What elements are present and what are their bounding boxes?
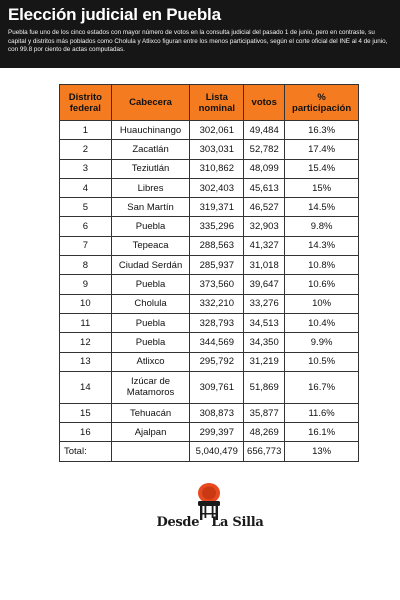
table-row [60, 423, 359, 442]
desde-la-silla-logo [148, 482, 272, 540]
header-banner [0, 0, 400, 68]
cell-cabecera: Zacatlán [111, 140, 190, 159]
cell-votos: 51,869 [244, 371, 285, 403]
total-label: Total: [60, 442, 112, 461]
cell-lista: 332,210 [190, 294, 244, 313]
cell-cabecera: Puebla [111, 217, 190, 236]
cell-cabecera: Puebla [111, 333, 190, 352]
cell-participacion: 10.5% [285, 352, 359, 371]
table-row [60, 313, 359, 332]
cell-votos: 39,647 [244, 275, 285, 294]
table-row [60, 294, 359, 313]
cell-votos: 34,350 [244, 333, 285, 352]
cell-lista: 302,061 [190, 121, 244, 140]
cell-distrito: 1 [60, 121, 112, 140]
cell-lista: 373,560 [190, 275, 244, 294]
page-title: Elección judicial en Puebla [8, 5, 221, 24]
table-row [60, 217, 359, 236]
logo-word-desde: Desde [156, 515, 200, 530]
table-row [60, 159, 359, 178]
cell-cabecera: Atlixco [111, 352, 190, 371]
results-table [59, 84, 359, 462]
header-distrito: Distrito federal [60, 85, 112, 121]
cell-cabecera: Cholula [111, 294, 190, 313]
table-header-row [60, 85, 359, 121]
cell-votos: 49,484 [244, 121, 285, 140]
cell-participacion: 9.9% [285, 333, 359, 352]
cell-distrito: 4 [60, 178, 112, 197]
total-cabecera [111, 442, 190, 461]
cell-lista: 328,793 [190, 313, 244, 332]
total-lista: 5,040,479 [190, 442, 244, 461]
cell-lista: 295,792 [190, 352, 244, 371]
cell-lista: 299,397 [190, 423, 244, 442]
cell-cabecera: Izúcar de Matamoros [111, 371, 190, 403]
cell-cabecera: Ciudad Serdán [111, 256, 190, 275]
cell-lista: 335,296 [190, 217, 244, 236]
cell-distrito: 16 [60, 423, 112, 442]
cell-participacion: 16.3% [285, 121, 359, 140]
cell-distrito: 10 [60, 294, 112, 313]
cell-participacion: 14.3% [285, 236, 359, 255]
cell-distrito: 5 [60, 198, 112, 217]
cell-participacion: 10.6% [285, 275, 359, 294]
table-row [60, 275, 359, 294]
cell-votos: 41,327 [244, 236, 285, 255]
logo-wordmark [148, 515, 272, 530]
cell-participacion: 10.8% [285, 256, 359, 275]
cell-votos: 48,269 [244, 423, 285, 442]
table-row [60, 178, 359, 197]
cell-lista: 308,873 [190, 403, 244, 422]
cell-participacion: 9.8% [285, 217, 359, 236]
table-row [60, 333, 359, 352]
cell-cabecera: Teziutlán [111, 159, 190, 178]
page-subtitle: Puebla fue uno de los cinco estados con mayor número de votos en la consulta judicial del pasado 1 de junio, pero en contraste, su capital y distritos más poblados como Cholula y Atlixco figuran entre los menos participativos, según el corte oficial del INE al 4 de junio, con 99.8 por ciento de actas computadas. [8, 29, 388, 54]
table-row [60, 198, 359, 217]
cell-distrito: 3 [60, 159, 112, 178]
header-votos: votos [244, 85, 285, 121]
cell-distrito: 12 [60, 333, 112, 352]
cell-lista: 285,937 [190, 256, 244, 275]
cell-votos: 33,276 [244, 294, 285, 313]
cell-cabecera: Tehuacán [111, 403, 190, 422]
total-participacion: 13% [285, 442, 359, 461]
cell-participacion: 15.4% [285, 159, 359, 178]
table-row [60, 403, 359, 422]
cell-votos: 34,513 [244, 313, 285, 332]
cell-participacion: 17.4% [285, 140, 359, 159]
table-row [60, 352, 359, 371]
header-cabecera: Cabecera [111, 85, 190, 121]
cell-votos: 48,099 [244, 159, 285, 178]
table-row [60, 256, 359, 275]
table-row [60, 371, 359, 403]
cell-cabecera: Huauchinango [111, 121, 190, 140]
total-votos: 656,773 [244, 442, 285, 461]
cell-participacion: 10.4% [285, 313, 359, 332]
cell-distrito: 8 [60, 256, 112, 275]
cell-participacion: 15% [285, 178, 359, 197]
cell-cabecera: Ajalpan [111, 423, 190, 442]
cell-participacion: 16.1% [285, 423, 359, 442]
cell-distrito: 14 [60, 371, 112, 403]
cell-votos: 31,018 [244, 256, 285, 275]
table-body [60, 121, 359, 462]
cell-cabecera: Puebla [111, 275, 190, 294]
cell-lista: 344,569 [190, 333, 244, 352]
header-lista-nominal: Lista nominal [190, 85, 244, 121]
cell-cabecera: Puebla [111, 313, 190, 332]
table-row [60, 236, 359, 255]
cell-lista: 288,563 [190, 236, 244, 255]
table-row [60, 140, 359, 159]
cell-votos: 31,219 [244, 352, 285, 371]
cell-lista: 319,371 [190, 198, 244, 217]
cell-votos: 52,782 [244, 140, 285, 159]
header-participacion: % participación [285, 85, 359, 121]
cell-participacion: 16.7% [285, 371, 359, 403]
cell-votos: 45,613 [244, 178, 285, 197]
cell-votos: 32,903 [244, 217, 285, 236]
cell-distrito: 9 [60, 275, 112, 294]
cell-participacion: 10% [285, 294, 359, 313]
table-row [60, 121, 359, 140]
cell-distrito: 15 [60, 403, 112, 422]
cell-participacion: 11.6% [285, 403, 359, 422]
cell-lista: 302,403 [190, 178, 244, 197]
logo-word-la-silla: La Silla [211, 515, 264, 530]
cell-cabecera: Tepeaca [111, 236, 190, 255]
cell-lista: 303,031 [190, 140, 244, 159]
cell-participacion: 14.5% [285, 198, 359, 217]
cell-votos: 35,877 [244, 403, 285, 422]
cell-lista: 309,761 [190, 371, 244, 403]
cell-distrito: 11 [60, 313, 112, 332]
cell-cabecera: San Martín [111, 198, 190, 217]
cell-distrito: 6 [60, 217, 112, 236]
cell-lista: 310,862 [190, 159, 244, 178]
cell-votos: 46,527 [244, 198, 285, 217]
cell-distrito: 13 [60, 352, 112, 371]
cell-distrito: 7 [60, 236, 112, 255]
cell-distrito: 2 [60, 140, 112, 159]
cell-cabecera: Libres [111, 178, 190, 197]
table-total-row [60, 442, 359, 461]
